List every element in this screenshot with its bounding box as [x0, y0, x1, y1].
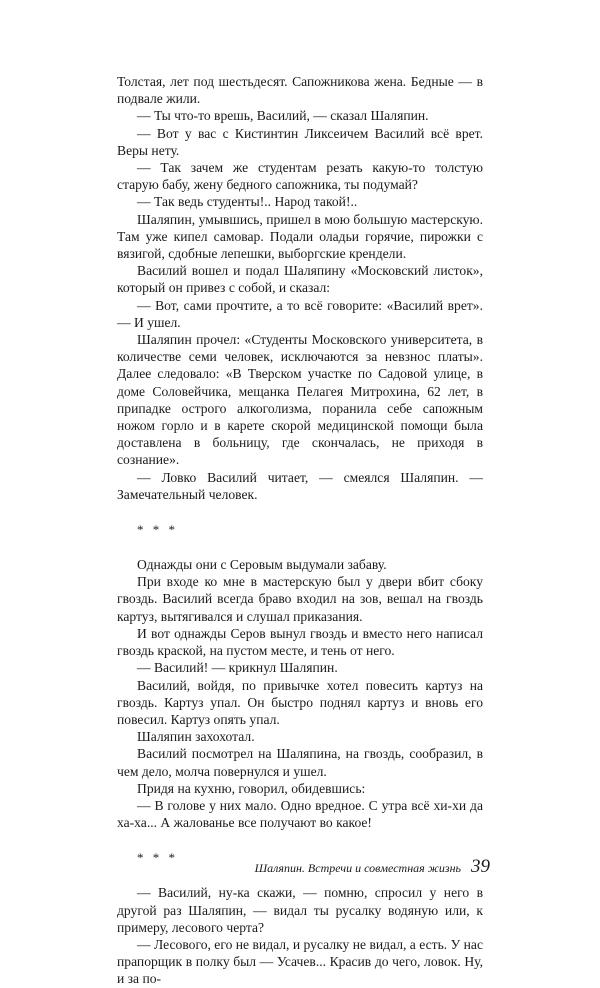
body-text — [117, 73, 483, 988]
paragraph: Шаляпин прочел: «Студенты Московского университета, в количестве семи человек, исключаются за невзнос платы». Далее следовало: «В Тверском участке по Садовой улице, в доме Соловейчика, мещанка Пелагея Митрохина, 62 лет, в припадке острого алкоголизма, поранила себе сапожным ножом горло и в карете скорой медицинской помощи была доставлена в больницу, где скончалась, не приходя в сознание». — [117, 332, 483, 468]
paragraph: Василий, войдя, по привычке хотел повесить картуз на гвоздь. Картуз упал. Он быстро поднял картуз и вновь его повесил. Картуз опять упал. — [117, 677, 483, 727]
page-number: 39 — [471, 856, 490, 877]
running-title: Шаляпин. Встречи и совместная жизнь — [254, 861, 461, 875]
paragraph: — Ты что-то врешь, Василий, — сказал Шаляпин. — [137, 108, 429, 124]
section-separator: * * * — [137, 522, 178, 538]
paragraph: — Ловко Василий читает, — смеялся Шаляпин. — Замечательный человек. — [117, 469, 483, 502]
paragraph: — Василий! — крикнул Шаляпин. — [137, 660, 338, 676]
paragraph: — Вот у вас с Кистинтин Ликсеичем Василий всё врет. Веры нету. — [117, 125, 483, 158]
paragraph: При входе ко мне в мастерскую был у двери вбит сбоку гвоздь. Василий всегда браво входил на зов, вешал на гвоздь картуз, вытягивался и слушал приказания. — [117, 574, 483, 624]
section-separator: * * * — [137, 850, 178, 866]
paragraph: Однажды они с Серовым выдумали забаву. — [137, 557, 387, 573]
paragraph: Василий вошел и подал Шаляпину «Московский листок», который он привез с собой, и сказал: — [117, 263, 483, 296]
paragraph: Василий посмотрел на Шаляпина, на гвоздь, сообразил, в чем дело, молча повернулся и ушел. — [117, 746, 483, 779]
paragraph: — Так ведь студенты!.. Народ такой!.. — [137, 194, 358, 210]
paragraph: — Вот, сами прочтите, а то всё говорите: «Василий врет». — И ушел. — [117, 297, 483, 330]
paragraph: Шаляпин захохотал. — [137, 729, 255, 745]
paragraph: — Лесового, его не видал, и русалку не видал, а есть. У нас прапорщик в полку был — Усачев... Красив до чего, ловок. Ну, и за по- — [117, 936, 483, 987]
paragraph: Толстая, лет под шестьдесят. Сапожникова жена. Бедные — в подвале жили. — [117, 74, 483, 107]
paragraph: И вот однажды Серов вынул гвоздь и вместо него написал гвоздь краской, на пустом месте, и тень от него. — [117, 625, 483, 659]
paragraph: — Василий, ну-ка скажи, — помню, спросил у него в другой раз Шаляпин, — видал ты русалку водяную или, к примеру, лесового черта? — [117, 885, 483, 935]
page-footer — [250, 856, 490, 878]
paragraph: — Так зачем же студентам резать какую-то толстую старую бабу, жену бедного сапожника, ты подумай? — [117, 160, 483, 193]
paragraph: — В голове у них мало. Одно вредное. С утра всё хи-хи да ха-ха... А жалованье все получают во какое! — [117, 797, 483, 831]
paragraph: Шаляпин, умывшись, пришел в мою большую мастерскую. Там уже кипел самовар. Подали оладьи горячие, пирожки с вязигой, сдобные лепешки, выборгские крендели. — [117, 211, 483, 262]
paragraph: Придя на кухню, говорил, обидевшись: — [137, 780, 366, 796]
